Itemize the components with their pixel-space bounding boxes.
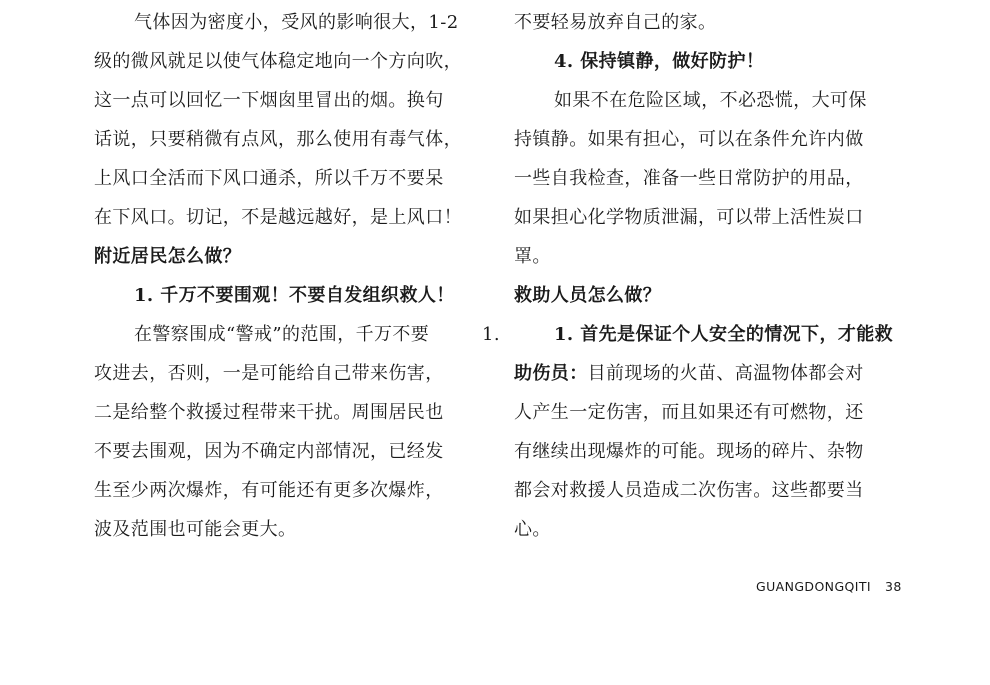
body-text-line: 二是给整个救援过程带来干扰。周围居民也: [94, 402, 444, 423]
section-heading-residents: 附近居民怎么做？: [94, 246, 242, 267]
body-text-line: 都会对救援人员造成二次伤害。这些都要当: [514, 480, 864, 501]
body-text-line: 持镇静。如果有担心，可以在条件允许内做: [514, 129, 864, 150]
body-text-line: 波及范围也可能会更大。: [94, 519, 297, 540]
body-text-line: 不要轻易放弃自己的家。: [514, 12, 717, 33]
body-text-line: 如果担心化学物质泄漏，可以带上活性炭口: [514, 207, 864, 228]
stray-list-marker: 1.: [482, 324, 500, 345]
left-column: [94, 3, 502, 549]
body-text-line: 气体因为密度小，受风的影响很大，1-2: [134, 12, 459, 33]
page-footer: [756, 579, 902, 594]
body-text-line: 如果不在危险区域，不必恐慌，大可保: [554, 90, 867, 111]
page-number: 38: [884, 579, 902, 594]
body-text-line: [514, 354, 922, 393]
subheading-personal-safety-end: 助伤员：: [514, 363, 588, 384]
subheading-stay-calm: 4. 保持镇静，做好防护！: [554, 51, 765, 72]
body-text-line: 在警察围成“警戒”的范围，千万不要: [134, 324, 430, 345]
body-text-line: 一些自我检查，准备一些日常防护的用品，: [514, 168, 864, 189]
body-text-line: 不要去围观，因为不确定内部情况，已经发: [94, 441, 444, 462]
body-text-line: 有继续出现爆炸的可能。现场的碎片、杂物: [514, 441, 864, 462]
body-text-line: 人产生一定伤害，而且如果还有可燃物，还: [514, 402, 864, 423]
body-text-line: 上风口全活而下风口通杀，所以千万不要呆: [94, 168, 444, 189]
section-heading-rescuers: 救助人员怎么做？: [514, 285, 662, 306]
body-text-line: 话说，只要稍微有点风，那么使用有毒气体，: [94, 129, 462, 150]
body-text-line: 级的微风就足以使气体稳定地向一个方向吹，: [94, 51, 462, 72]
body-text-line: 这一点可以回忆一下烟囱里冒出的烟。换句: [94, 90, 444, 111]
body-text-line: 生至少两次爆炸，有可能还有更多次爆炸，: [94, 480, 444, 501]
body-text-line: 罩。: [514, 246, 551, 267]
body-text-line: 在下风口。切记，不是越远越好，是上风口！: [94, 207, 462, 228]
body-text-line: 攻进去，否则，一是可能给自己带来伤害，: [94, 363, 444, 384]
body-text-fragment: 目前现场的火苗、高温物体都会对: [587, 363, 864, 384]
body-text-line: 心。: [514, 519, 551, 540]
right-column: [514, 3, 922, 549]
publication-name: GUANGDONGQITI: [756, 579, 871, 594]
subheading-personal-safety: 1. 首先是保证个人安全的情况下，才能救: [554, 324, 894, 345]
subheading-no-onlookers: 1. 千万不要围观！不要自发组织救人！: [134, 285, 455, 306]
